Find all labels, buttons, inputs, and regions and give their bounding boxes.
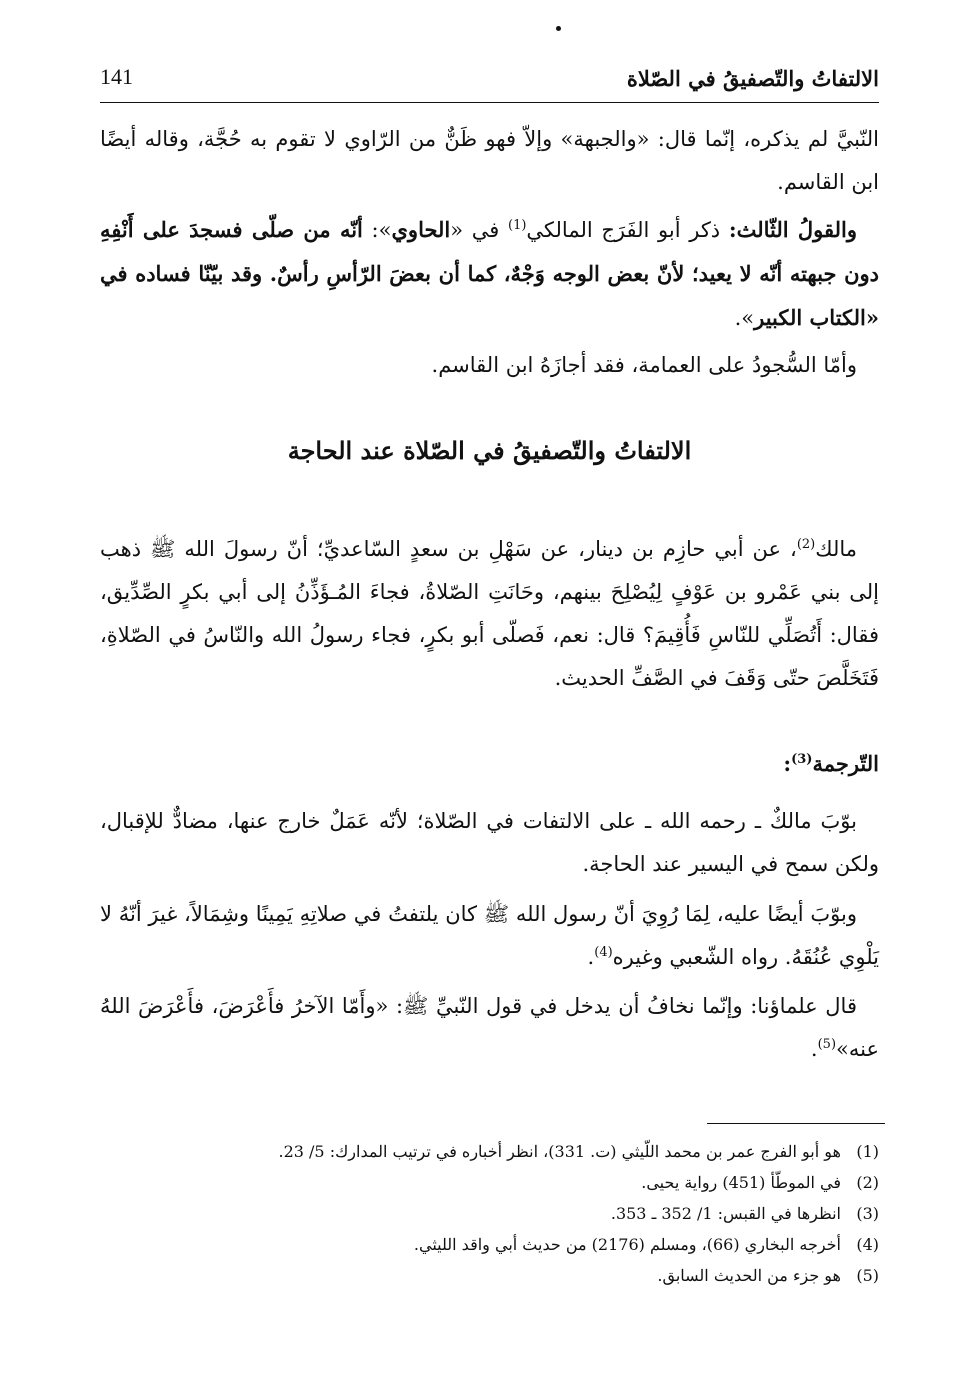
hadith-narrator: مالك [815,537,857,561]
paragraph-2-text-b: في « [450,218,508,242]
footnote-ref-3[interactable]: (3) [791,752,813,767]
third-opinion-label: والقولُ الثّالث: [728,217,857,242]
ulama-end: . [810,1037,818,1061]
footnote-item [100,1136,879,1167]
footnote-ref-2[interactable]: (2) [796,537,816,552]
ayda-text [100,893,879,979]
paragraph-2-end: ». [734,306,755,330]
imama-paragraph [100,344,879,387]
bawwaba-text: بوّبَ مالكٌ ـ رحمه الله ـ على الالتفات في الصّلاة؛ لأنّه عَمَلٌ خارج عنها، مضادٌّ للإقبال، ولكن سمح في اليسير عند الحاجة. [100,809,879,876]
section-heading: الالتفاتُ والتّصفيقُ في الصّلاة عند الحاجة [287,436,692,465]
footnote-item [100,1198,879,1229]
footnote-text: هو أبو الفرج عمر بن محمد اللّيثي (ت. 331)، انظر أخباره في ترتيب المدارك: 5/ 23. [278,1142,841,1161]
footnote-number: (1) [856,1142,879,1161]
footnote-ref-4[interactable]: (4) [594,945,613,960]
footnote-number: (5) [856,1266,879,1285]
hadith-block [100,528,879,700]
ayda-body: وبوّبَ أيضًا عليه، لِمَا رُوِيَ أنّ رسول الله ﷺ كان يلتفتُ في صلاتِهِ يَمِينًا وشِمَالاً، غيرَ أنّهُ لا يَلْوِي عُنُقَهُ. رواه الشّعبي وغيره [100,902,879,969]
running-title: الالتفاتُ والتّصفيقُ في الصّلاة [626,66,879,91]
paragraph-2-text-d: أنّه من صلّى فسجدَ على أَنْفِهِ دون جبهته أنّه لا يعيد؛ لأنّ بعض الوجه وَجْهٌ، كما أن بعضَ الرّأسِ رأسٌ. وقد بيّنّا فساده في « [100,217,879,330]
ayda-end: . [587,945,595,969]
book-title-hawi: الحاوي [391,217,451,242]
footnote-separator [707,1123,885,1124]
ulama-text [100,985,879,1071]
scan-mark [556,26,561,31]
footnote-item [100,1229,879,1260]
footnote-number: (3) [856,1204,879,1223]
intro-text [100,118,879,204]
ulama-paragraph [100,985,879,1071]
footnote-item [100,1167,879,1198]
footnote-item [100,1260,879,1291]
paragraph-1: النّبيَّ لم يذكره، إنّما قال: «والجبهة» وإلاّ فهو ظَنٌّ من الرّاوي لا تقوم به حُجَّة، وقاله أيضًا ابن القاسم. [100,127,879,194]
ayda-paragraph [100,893,879,979]
header-rule [100,102,879,103]
footnote-number: (2) [856,1173,879,1192]
hadith-body: ، عن أبي حازِم بن دينار، عن سَهْلِ بن سعدٍ السّاعديِّ؛ أنّ رسولَ الله ﷺ ذهب إلى بني عَمْرو بن عَوْفٍ لِيُصْلِحَ بينهم، وحَانَتِ الصّلاةُ، فجاءَ المُـؤَذِّنُ إلى أبي بكرٍ الصِّدِّيق، فقال: أَتُصَلِّي للنّاسِ فَأُقِيمَ؟ قال: نعم، فَصلّى أبو بكرٍ، فجاء رسولُ الله والنّاسُ في الصّلاةِ، فَتَخَلَّصَ حتّى وَقَفَ في الصَّفِّ الحديث. [100,537,879,690]
footnote-text: هو جزء من الحديث السابق. [657,1266,841,1285]
footnote-text: أخرجه البخاري (66)، ومسلم (2176) من حديث أبي واقد الليثي. [413,1235,841,1254]
footnote-ref-5[interactable]: (5) [817,1037,837,1052]
footnote-text: في الموطّأ (451) رواية يحيى. [641,1173,841,1192]
tarjama-label: التّرجمة [812,751,879,776]
footnote-number: (4) [856,1235,879,1254]
tarjama-colon: : [783,751,792,776]
tarjama-heading [100,742,879,785]
running-header [100,62,879,102]
paragraph-2-text-c: »: [362,218,392,242]
paragraph-3: وأمّا السُّجودُ على العمامة، فقد أجازَهُ ابن القاسم. [431,353,857,377]
footnotes [100,1136,879,1291]
paragraph-2-text-a: ذكر أبو الفَرَج المالكي [526,218,729,242]
hadith-text [100,528,879,700]
footnote-text: انظرها في القبس: 1/ 352 ـ 353. [610,1204,841,1223]
third-opinion-paragraph [100,208,879,340]
ulama-body: قال علماؤنا: وإنّما نخافُ أن يدخل في قول النّبيِّ ﷺ: «وأَمّا الآخرُ فأَعْرَضَ، فأَعْرَضَ اللهُ عنه» [100,994,879,1061]
footnote-ref-1[interactable]: (1) [507,218,527,233]
book-title-kabir: الكتاب الكبير [754,305,866,330]
paragraph-2 [100,208,879,340]
page-number: 141 [100,64,133,89]
tarjama-label-line [100,742,879,785]
bawwaba-paragraph [100,800,879,886]
